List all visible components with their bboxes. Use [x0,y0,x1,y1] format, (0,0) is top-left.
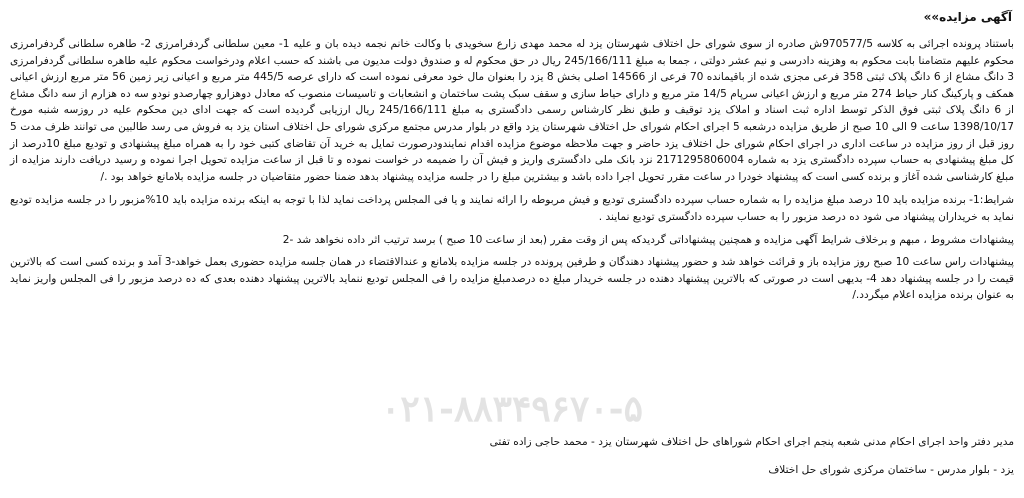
notice-paragraph-main: باستناد پرونده اجرائی به کلاسه 970577/5ش صادره از سوی شورای حل اختلاف شهرستان یزد له محمد مهدی زارع سخویدی با وکالت خانم نجمه دیده بان و علیه 1- معین سلطانی گردفرامرزی 2- طاهره سلطانی گردفرامرزی محکوم علیهم متضامنا بابت محکوم به وهزینه دادرسی و نیم عشر دولتی ، جمعا به مبلغ 245/166/111 ریال در حق محکوم له و صندوق دولت مدیون می باشند که حسب اعلام ودرخواست محکوم علیه طاهره سلطانی گردفرامرزی 3 دانگ مشاع از 6 دانگ پلاک ثبتی 358 فرعی مجزی شده از باقیمانده 70 فرعی از 14566 اصلی بخش 8 یزد را بعنوان مال خود معرفی نموده است که دارای عرصه 445/5 متر مربع و اعیانی زیر زمین 56 متر مربع ارزش اعیانی همکف و پارکینگ کنار حیاط 274 متر مربع و ارزش اعیانی سرپام 14/5 متر مربع و دارای حیاط سازی و سقف سبک پشت ساختمان و انشعابات و تاسیسات منصوب که معادل دوهزارو چهارصدو نودو سه ده هزارم از سه دانگ مشاع از 6 دانگ پلاک ثبتی فوق الذکر توسط اداره ثبت اسناد و املاک یزد توقیف و طبق نظر کارشناس رسمی دادگستری به مبلغ 245/166/111 ریال ارزیابی گردیده است که جهت ادای دین محکوم علیه در روزسه شنبه مورخ 1398/10/17 ساعت 9 الی 10 صبح از طریق مزایده درشعبه 5 اجرای احکام شورای حل اختلاف شهرستان یزد واقع در بلوار مدرس مجتمع مرکزی شورای حل اختلاف استان یزد به فروش می رسد طالبین می توانند ظرف مدت 5 روز قبل از روز مزایده در ساعت اداری در اجرای احکام شورای حل اختلاف یزد حاضر و جهت ملاحظه موضوع مزایده اقدام نمایندودرصورت تمایل به خرید آن تقاضای کتبی خود را به همراه مبلغ پیشنهادی و تودیع مبلغ 10درصد از کل مبلغ پیشنهادی به حساب سپرده دادگستری یزد به شماره 2171295806004 نزد بانک ملی دادگستری واریز و فیش آن را ضمیمه در خواست نموده و تا قبل از ساعت مزایده تحویل اجرا نموده و رسید دریافت دارند مزایده از مبلغ کارشناسی شده آغاز و برنده کسی است که پیشنهاد خودرا در ساعت مقرر تحویل اجرا داده باشد و بیشترین مبلغ را در جلسه مزایده پیشنهاد بدهد ضمنا حضور متقاضیان در جلسه مزایده بلامانع خواهد بود ./ [10,38,1015,183]
notice-paragraph-opening: پیشنهادات راس ساعت 10 صبح روز مزایده باز و قرائت خواهد شد و حضور پیشنهاد دهندگان و طرفین پرونده در جلسه مزایده بلامانع و عندالاقتضاء در همان جلسه مزایده حضوری بعمل خواهد-3 آمد و برنده کسی است که بالاترین قیمت را در جلسه پیشنهاد دهد 4- بدیهی است در صورتی که بالاترین پیشنهاد دهنده در جلسه خریدار مبلغ ده درصدمبلغ مزایده را فی المجلس تودیع ننماید بالاترین پیشنهاد دهنده بعدی که ده درصد مزبور را فی المجلس واریز نماید به عنوان برنده مزایده اعلام میگردد./ [10,256,1014,302]
signature-line: مدیر دفتر واحد اجرای احکام مدنی شعبه پنجم اجرای احکام شوراهای حل اختلاف شهرستان یزد - محمد حاجی زاده تفتی [489,436,1014,448]
address-line: یزد - بلوار مدرس - ساختمان مرکزی شورای حل اختلاف [768,464,1014,476]
notice-paragraph-conditions: شرایط:1- برنده مزایده باید 10 درصد مبلغ مزایده را به شماره حساب سپرده دادگستری تودیع و فیش مربوطه را ارائه نمایند و یا فی المجلس پرداخت نماید لذا با توجه به اینکه برنده مزایده باید 10%مزبور را در جلسه مزایده تودیع نماید به خریداران پیشنهاد می شود ده درصد مزبور را به حساب سپرده دادگستری تودیع نمایند . [10,194,1014,223]
notice-title: آگهی مزایده»» [923,10,1012,24]
notice-paragraph-proposals: پیشنهادات مشروط ، مبهم و برخلاف شرایط آگهی مزایده و همچنین پیشنهاداتی گردیدکه پس از وقت مقرر (بعد از ساعت 10 صبح ) برسد ترتیب اثر داده نخواهد شد -2 [282,233,1014,246]
phone-watermark: ۰۲۱-۸۸۳۴۹۶۷۰-۵ [381,388,643,430]
